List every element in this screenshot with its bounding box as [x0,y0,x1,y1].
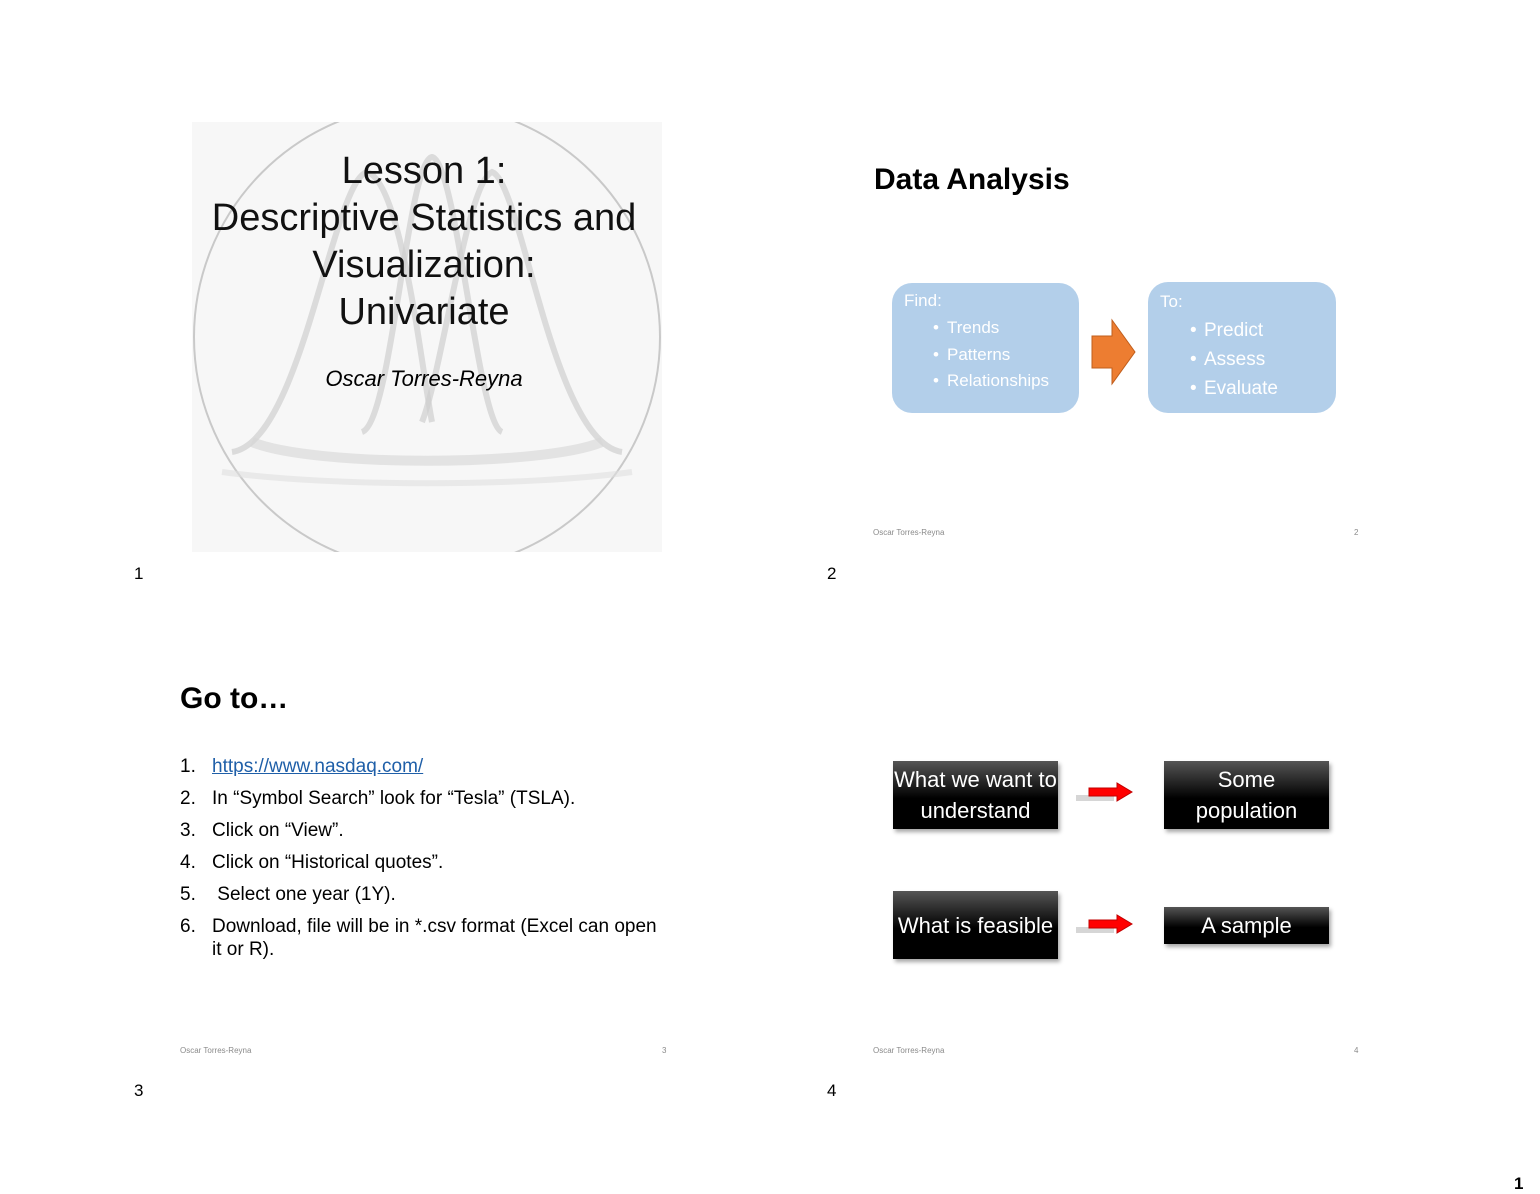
what-is-feasible-box [893,891,1058,959]
title-line: Descriptive Statistics and [211,197,637,239]
lesson-title [192,148,656,336]
list-item: • Patterns [933,342,1049,369]
slide-title: Data Analysis [874,163,1070,196]
slide-number: 2 [827,564,837,583]
step-number: 6. [180,916,196,937]
slide-footer: Oscar Torres-Reyna [873,1046,945,1055]
list-item: • Trends [933,315,1049,342]
orange-arrow-icon [1090,318,1138,386]
find-list [933,315,1049,395]
red-arrow-icon [1072,780,1134,810]
title-line: Lesson 1: [341,150,507,192]
list-item: • Predict [1190,316,1278,345]
title-line: Univariate [338,291,510,333]
step-number: 2. [180,788,196,809]
red-arrow-icon [1072,912,1134,942]
sample-box [1164,907,1329,944]
nasdaq-link[interactable]: https://www.nasdaq.com/ [212,756,424,777]
slide-footer-number: 2 [1354,528,1359,537]
author-name: Oscar Torres-Reyna [325,366,523,391]
step-number: 4. [180,852,196,873]
step-number: 5. [180,884,196,905]
slide-title: Go to… [180,682,289,715]
title-line: Visualization: [312,244,536,286]
box-label: Some population [1195,767,1298,823]
list-item [180,755,660,778]
list-item [180,819,660,842]
step-text: Select one year (1Y). [212,884,396,905]
slide-footer: Oscar Torres-Reyna [873,528,945,537]
step-number: 3. [180,820,196,841]
list-item [180,787,660,810]
slide-number: 4 [827,1081,837,1100]
box-label: What we want to understand [894,767,1057,823]
step-number: 1. [180,756,196,777]
list-item [180,883,660,906]
slide-footer-number: 3 [662,1046,667,1055]
to-heading: To: [1160,292,1183,311]
slide-footer-number: 4 [1354,1046,1359,1055]
to-box [1148,282,1336,413]
find-box [892,283,1079,413]
list-item: • Assess [1190,345,1278,374]
box-label: What is feasible [897,912,1054,938]
slide-number: 3 [134,1081,144,1100]
to-list [1190,316,1278,403]
find-heading: Find: [904,291,942,310]
steps-list [180,755,660,970]
step-text: Click on “View”. [212,820,344,841]
list-item: • Relationships [933,368,1049,395]
page-number: 1 [1514,1174,1524,1193]
list-item: • Evaluate [1190,374,1278,403]
box-label: A sample [1201,913,1292,938]
list-item [180,915,660,961]
population-box [1164,761,1329,829]
step-text: In “Symbol Search” look for “Tesla” (TSLA). [212,788,576,809]
slide-footer: Oscar Torres-Reyna [180,1046,252,1055]
step-text: Download, file will be in *.csv format (Excel can open it or R). [212,916,657,960]
step-text: Click on “Historical quotes”. [212,852,444,873]
list-item [180,851,660,874]
what-we-want-box [893,761,1058,829]
slide-number: 1 [134,564,144,583]
